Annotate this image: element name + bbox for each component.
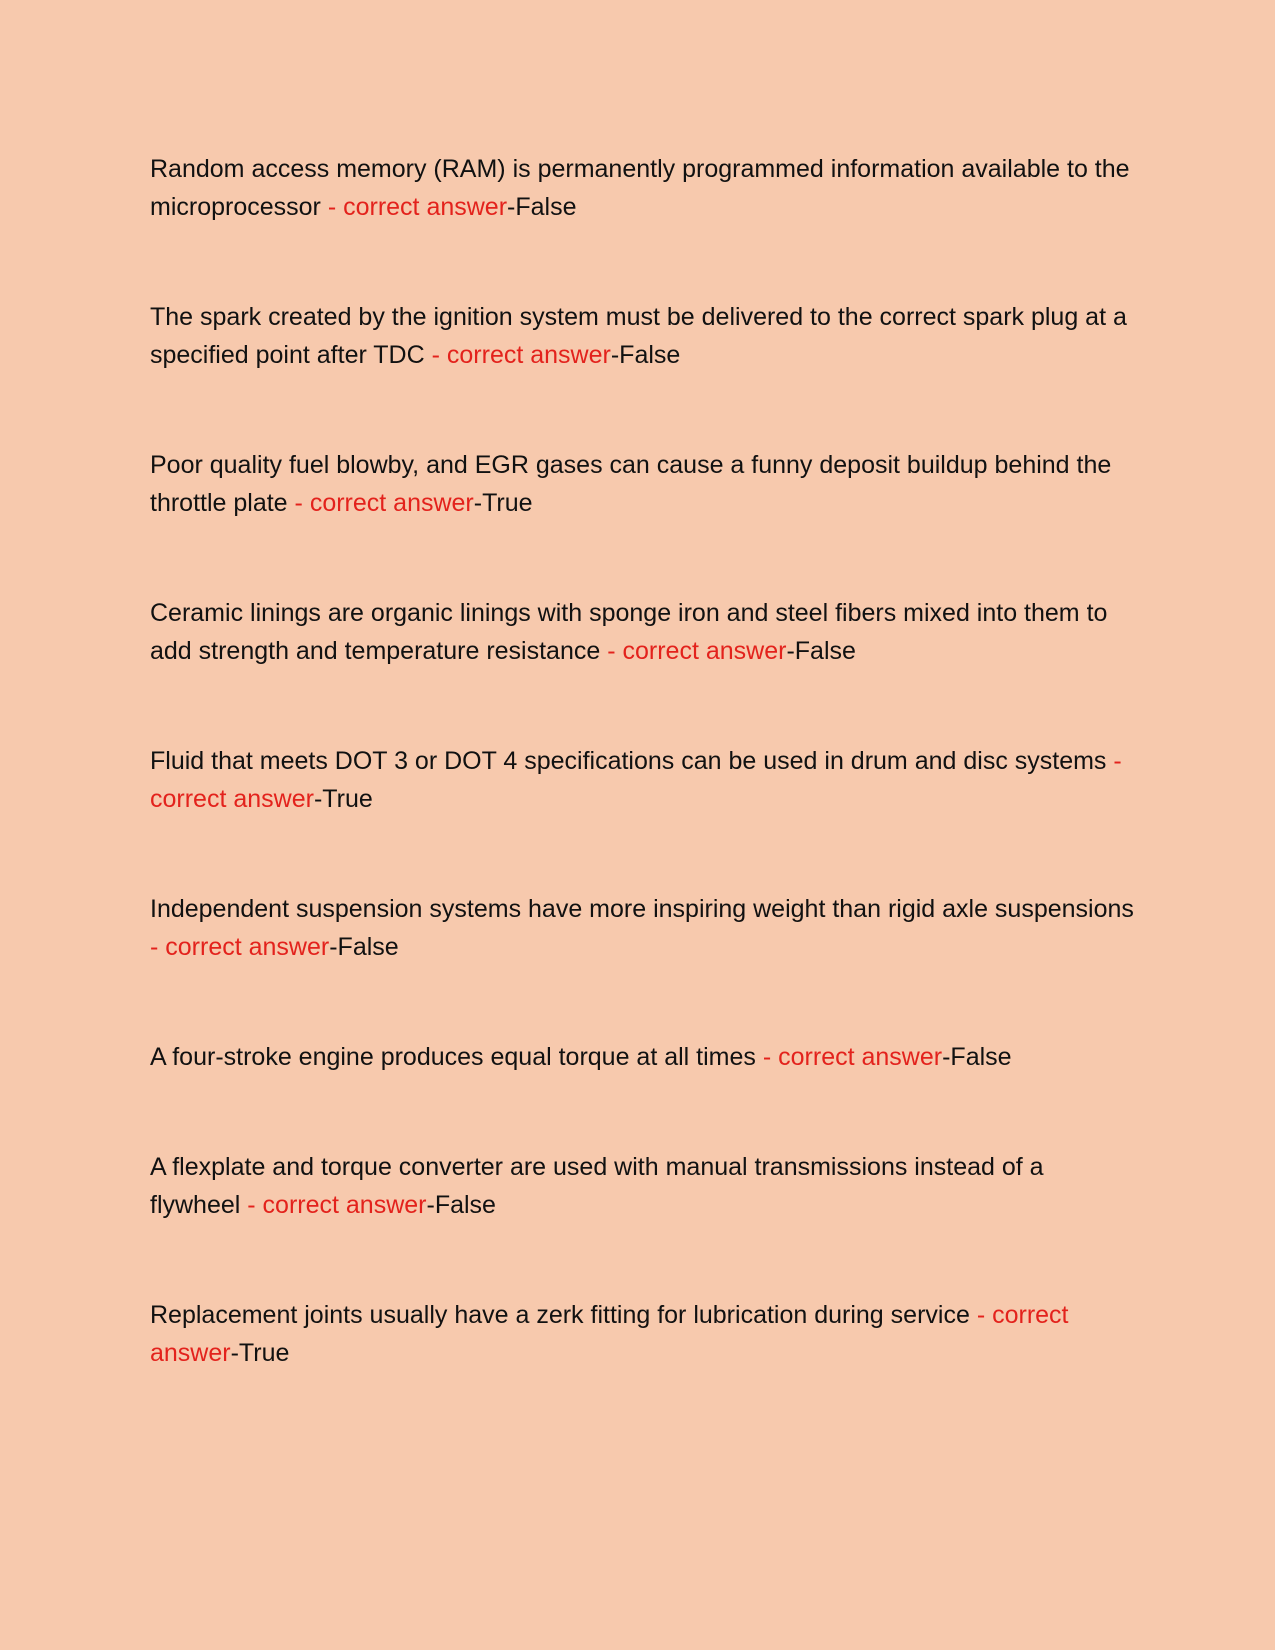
correct-answer-label: - correct answer [327,193,508,221]
correct-answer-label: - correct answer [150,1301,1069,1367]
correct-answer-label: - correct answer [247,1191,427,1219]
answer-value: -False [329,933,399,961]
correct-answer-label: - correct answer [150,747,1122,813]
answer-value: -False [786,637,856,665]
question-text: The spark created by the ignition system must be delivered to the correct spark plug at a specified point after TDC [150,303,1127,369]
question-text: A four-stroke engine produces equal torque at all times [150,1043,756,1071]
qa-item-6 [150,890,1140,966]
qa-item-9 [150,1296,1140,1372]
correct-answer-label: - correct answer [150,933,330,961]
question-text: Ceramic linings are organic linings with sponge iron and steel fibers mixed into them to add strength and temperature resistance [150,599,1108,665]
qa-item-7 [150,1038,1140,1076]
question-text: Random access memory (RAM) is permanently programmed information available to the microprocessor [150,155,1130,221]
qa-item-1 [150,150,1140,226]
answer-value: -True [230,1339,290,1367]
qa-item-4 [150,594,1140,670]
answer-value: -True [313,785,373,813]
correct-answer-label: - correct answer [294,489,474,517]
qa-item-8 [150,1148,1140,1224]
answer-value: -True [473,489,533,517]
answer-value: -False [426,1191,496,1219]
question-text: A flexplate and torque converter are used with manual transmissions instead of a flywheel [150,1153,1044,1219]
answer-value: -False [942,1043,1012,1071]
qa-item-2 [150,298,1140,374]
correct-answer-label: - correct answer [762,1043,943,1071]
correct-answer-label: - correct answer [431,341,611,369]
question-text: Replacement joints usually have a zerk fitting for lubrication during service [150,1301,970,1329]
qa-item-3 [150,446,1140,522]
answer-value: -False [610,341,681,369]
question-text: Independent suspension systems have more inspiring weight than rigid axle suspensions [150,895,1134,923]
document-page [150,150,1140,1444]
correct-answer-label: - correct answer [607,637,787,665]
question-text: Fluid that meets DOT 3 or DOT 4 specifications can be used in drum and disc systems [150,747,1107,775]
answer-value: -False [507,193,577,221]
qa-item-5 [150,742,1140,818]
question-text: Poor quality fuel blowby, and EGR gases can cause a funny deposit buildup behind the throttle plate [150,451,1112,517]
